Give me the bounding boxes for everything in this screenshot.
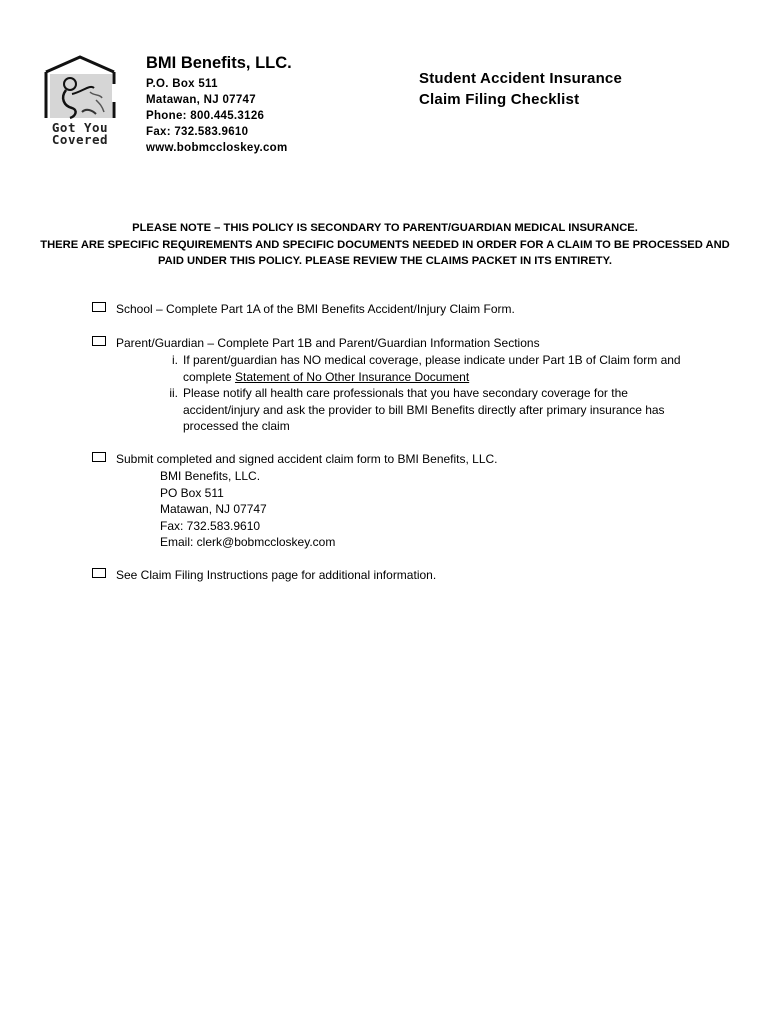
- statement-no-other-insurance-link[interactable]: Statement of No Other Insurance Document: [235, 369, 470, 384]
- document-title-line2: Claim Filing Checklist: [419, 91, 580, 108]
- logo-text-line2: Covered: [51, 132, 109, 147]
- notice-line1: PLEASE NOTE – THIS POLICY IS SECONDARY TO PARENT/GUARDIAN MEDICAL INSURANCE.: [132, 222, 638, 234]
- address-email[interactable]: Email: clerk@bobmccloskey.com: [160, 535, 336, 549]
- company-name: BMI Benefits, LLC.: [146, 54, 292, 72]
- sub-item-i-numeral: [158, 352, 178, 369]
- logo-text-line1: Got You: [51, 120, 109, 135]
- address-company: BMI Benefits, LLC.: [160, 469, 261, 483]
- sub-item-ii-line1: Please notify all health care professionals that you have secondary coverage for the: [183, 386, 628, 400]
- notice-line3: PAID UNDER THIS POLICY. PLEASE REVIEW THE CLAIMS PACKET IN ITS ENTIRETY.: [158, 255, 612, 267]
- document-title: [419, 68, 622, 110]
- checklist-item-submit-form: Submit completed and signed accident claim form to BMI Benefits, LLC.: [116, 452, 498, 466]
- checkbox-see-instructions[interactable]: [92, 568, 106, 578]
- address-city: Matawan, NJ 07747: [160, 502, 267, 516]
- sub-item-i-line2-prefix: complete: [183, 369, 236, 384]
- company-fax: Fax: 732.583.9610: [146, 126, 249, 138]
- checklist-item-parent-guardian: Parent/Guardian – Complete Part 1B and Parent/Guardian Information Sections: [116, 336, 540, 350]
- company-logo: [42, 54, 118, 150]
- company-phone: Phone: 800.445.3126: [146, 110, 265, 122]
- company-website[interactable]: www.bobmccloskey.com: [146, 142, 288, 154]
- sub-item-ii-num: ii.: [169, 386, 178, 400]
- mailing-address: [160, 468, 335, 551]
- sub-item-ii-numeral: [158, 385, 178, 402]
- sub-item-ii: [183, 385, 665, 435]
- address-fax: Fax: 732.583.9610: [160, 518, 261, 533]
- address-po-box: PO Box 511: [160, 485, 224, 500]
- company-po-box: P.O. Box 511: [146, 78, 218, 90]
- checklist-item-see-instructions: See Claim Filing Instructions page for additional information.: [116, 568, 437, 582]
- checklist-item-school: School – Complete Part 1A of the BMI Benefits Accident/Injury Claim Form.: [116, 302, 515, 316]
- sub-item-i-line1: If parent/guardian has NO medical coverage, please indicate under Part 1B of Claim form and: [183, 353, 681, 367]
- checkbox-parent-guardian[interactable]: [92, 336, 106, 346]
- sub-item-i: [183, 352, 681, 385]
- sub-item-ii-line2: accident/injury and ask the provider to bill BMI Benefits directly after primary insurance has: [183, 402, 665, 417]
- company-info: [146, 53, 292, 156]
- document-title-line1: Student Accident Insurance: [419, 70, 623, 87]
- sub-item-ii-line3: processed the claim: [183, 419, 290, 433]
- policy-notice: [20, 220, 750, 270]
- house-figure-logo-icon: [42, 54, 118, 124]
- notice-line2: THERE ARE SPECIFIC REQUIREMENTS AND SPECIFIC DOCUMENTS NEEDED IN ORDER FOR A CLAIM TO BE PROCESSED AND: [40, 238, 730, 251]
- company-city: Matawan, NJ 07747: [146, 94, 256, 106]
- checkbox-school[interactable]: [92, 302, 106, 312]
- sub-item-i-num: i.: [172, 353, 178, 367]
- checkbox-submit-form[interactable]: [92, 452, 106, 462]
- sub-item-i-line2: [183, 369, 681, 386]
